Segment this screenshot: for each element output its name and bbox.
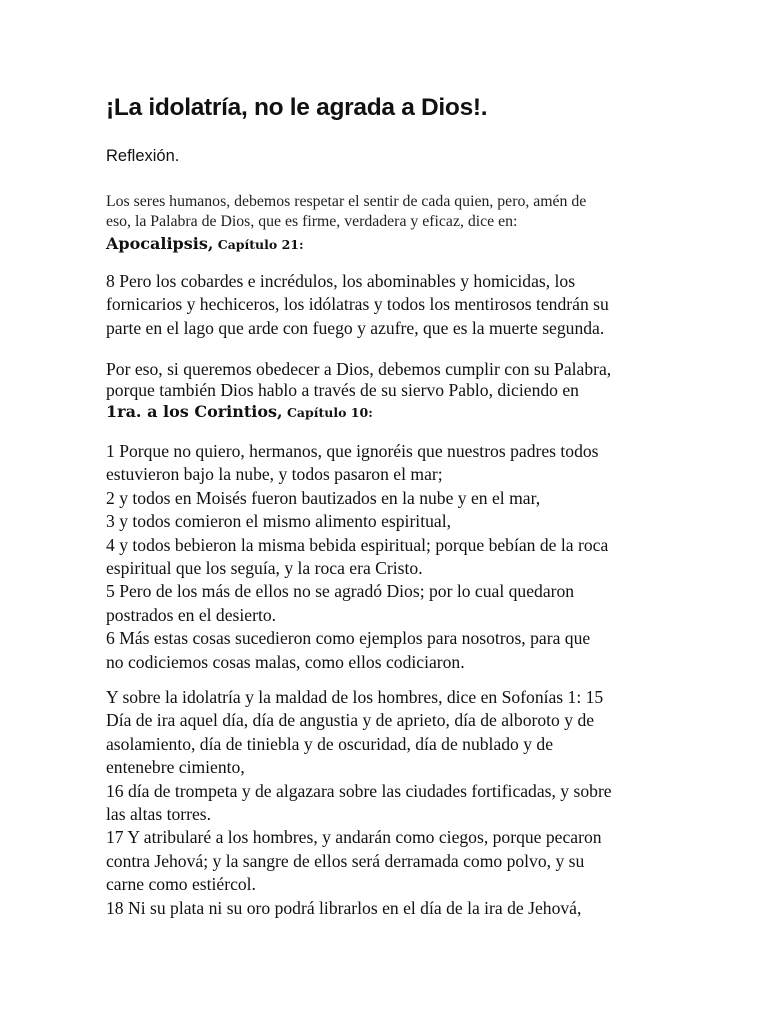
verse-line: carne como estiércol. — [106, 874, 256, 895]
verse-block-apocalipsis — [106, 270, 609, 340]
verse-line: 17 Y atribularé a los hombres, y andarán como ciegos, porque pecaron — [106, 827, 602, 848]
verse-line: 8 Pero los cobardes e incrédulos, los abominables y homicidas, los — [106, 271, 576, 291]
verse-line: entenebre cimiento, — [106, 757, 245, 778]
verse-line: 18 Ni su plata ni su oro podrá librarlos en el día de la ira de Jehová, — [106, 897, 582, 918]
verse-line: Y sobre la idolatría y la maldad de los hombres, dice en Sofonías 1: 15 — [106, 687, 604, 707]
verse-line: Día de ira aquel día, día de angustia y de aprieto, día de alboroto y de — [106, 710, 595, 731]
verse-line: contra Jehová; y la sangre de ellos será derramada como polvo, y su — [106, 850, 585, 871]
verse-line: espiritual que los seguía, y la roca era Cristo. — [106, 558, 423, 579]
scripture-reference-corintios — [106, 402, 373, 421]
reference-book: Apocalipsis, — [106, 234, 214, 253]
verse-line: las altas torres. — [106, 804, 212, 825]
verse-block-sofonias — [106, 686, 612, 920]
verse-line: parte en el lago que arde con fuego y azufre, que es la muerte segunda. — [106, 317, 605, 338]
verse-line: 5 Pero de los más de ellos no se agradó Dios; por lo cual quedaron — [106, 581, 575, 602]
verse-line: estuvieron bajo la nube, y todos pasaron el mar; — [106, 464, 443, 485]
verse-line: 1 Porque no quiero, hermanos, que ignoréis que nuestros padres todos — [106, 441, 599, 461]
intro-line: eso, la Palabra de Dios, que es firme, verdadera y eficaz, dice en: — [106, 213, 518, 230]
verse-line: 4 y todos bebieron la misma bebida espiritual; porque bebían de la roca — [106, 534, 609, 555]
verse-line: 2 y todos en Moisés fueron bautizados en la nube y en el mar, — [106, 487, 541, 508]
reference-book: 1ra. a los Corintios, — [106, 402, 283, 421]
paragraph-por-eso — [106, 359, 611, 401]
verse-line: asolamiento, día de tiniebla y de oscuridad, día de nublado y de — [106, 733, 554, 754]
document-title: ¡La idolatría, no le agrada a Dios!. — [106, 94, 488, 121]
intro-paragraph — [106, 192, 666, 232]
verse-line: 3 y todos comieron el mismo alimento espiritual, — [106, 511, 451, 532]
verse-line: 6 Más estas cosas sucedieron como ejemplos para nosotros, para que — [106, 628, 591, 649]
verse-line: no codiciemos cosas malas, como ellos codiciaron. — [106, 651, 465, 672]
paragraph-line: Por eso, si queremos obedecer a Dios, debemos cumplir con su Palabra, — [106, 359, 612, 379]
scripture-reference-apocalipsis — [106, 234, 304, 253]
document-subtitle: Reflexión. — [106, 147, 180, 165]
verse-block-corintios — [106, 440, 608, 674]
verse-line: fornicarios y hechiceros, los idólatras y todos los mentirosos tendrán su — [106, 294, 609, 315]
verse-line: 16 día de trompeta y de algazara sobre las ciudades fortificadas, y sobre — [106, 780, 612, 801]
intro-line: Los seres humanos, debemos respetar el sentir de cada quien, pero, amén de — [106, 193, 587, 210]
reference-chapter: Capítulo 10: — [282, 405, 373, 420]
reference-chapter: Capítulo 21: — [213, 237, 304, 252]
verse-line: postrados en el desierto. — [106, 604, 277, 625]
paragraph-line: porque también Dios hablo a través de su siervo Pablo, diciendo en — [106, 380, 579, 400]
